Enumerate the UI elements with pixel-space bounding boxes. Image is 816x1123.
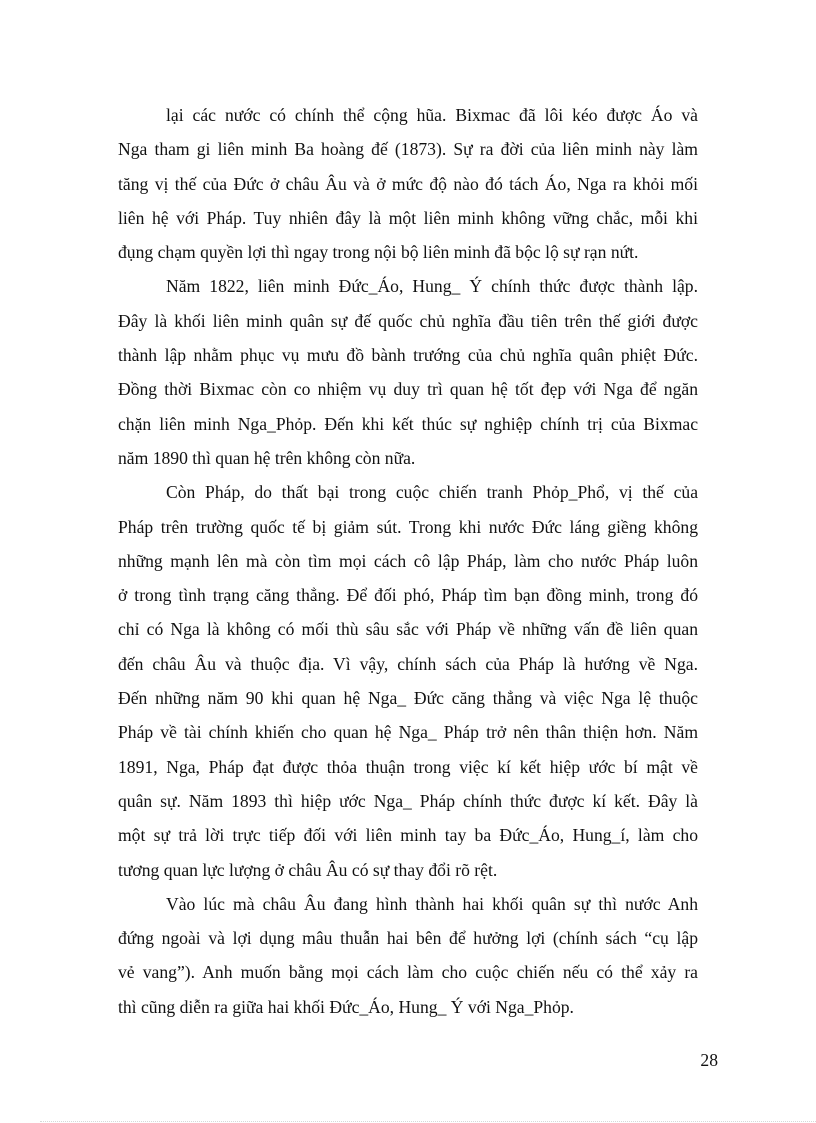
text-line: 1891, Nga, Pháp đạt được thỏa thuận trong việc kí kết hiệp ước bí mật về <box>118 756 698 777</box>
text-line: vẻ vang”). Anh muốn bằng mọi cách làm cho cuộc chiến nếu có thể xảy ra <box>118 962 698 983</box>
text-line: đến châu Âu và thuộc địa. Vì vậy, chính sách của Pháp là hướng về Nga. <box>118 653 698 674</box>
text-line: Vào lúc mà châu Âu đang hình thành hai khối quân sự thì nước Anh <box>166 893 698 914</box>
page-number: 28 <box>700 1050 718 1070</box>
text-line: năm 1890 thì quan hệ trên không còn nữa. <box>118 447 416 468</box>
text-line: thành lập nhằm phục vụ mưu đồ bành trướng của chủ nghĩa quân phiệt Đức. <box>118 345 698 366</box>
text-line: Nga tham gi liên minh Ba hoàng đế (1873). Sự ra đời của liên minh này làm <box>118 139 698 160</box>
text-line: ở trong tình trạng căng thẳng. Để đối phó, Pháp tìm bạn đồng minh, trong đó <box>118 585 698 606</box>
text-line: đứng ngoài và lợi dụng mâu thuẫn hai bên để hưởng lợi (chính sách “cụ lập <box>118 928 698 949</box>
text-line: Đồng thời Bixmac còn co nhiệm vụ duy trì quan hệ tốt đẹp với Nga để ngăn <box>118 379 698 400</box>
text-line: Pháp về tài chính khiến cho quan hệ Nga_ Pháp trở nên thân thiện hơn. Năm <box>118 722 698 743</box>
text-line: đụng chạm quyền lợi thì ngay trong nội bộ liên minh đã bộc lộ sự rạn nứt. <box>118 242 639 263</box>
text-line: lại các nước có chính thể cộng hũa. Bixmac đã lôi kéo được Áo và <box>166 105 698 125</box>
text-line: tăng vị thế của Đức ở châu Âu và ở mức độ nào đó tách Áo, Nga ra khỏi mối <box>118 173 698 194</box>
text-line: Đây là khối liên minh quân sự đế quốc chủ nghĩa đầu tiên trên thế giới được <box>118 310 698 331</box>
text-line: một sự trả lời trực tiếp đối với liên minh tay ba Đức_Áo, Hung_í, làm cho <box>118 825 698 846</box>
text-line: liên hệ với Pháp. Tuy nhiên đây là một liên minh không vững chắc, mỗi khi <box>118 207 698 228</box>
text-line: Còn Pháp, do thất bại trong cuộc chiến tranh Phỏp_Phổ, vị thế của <box>166 482 698 503</box>
text-line: những mạnh lên mà còn tìm mọi cách cô lập Pháp, làm cho nước Pháp luôn <box>118 550 698 571</box>
text-line: tương quan lực lượng ở châu Âu có sự thay đổi rõ rệt. <box>118 859 498 880</box>
page-bottom-edge <box>40 1121 816 1122</box>
text-line: chặn liên minh Nga_Phỏp. Đến khi kết thúc sự nghiệp chính trị của Bixmac <box>118 413 698 434</box>
text-line: Pháp trên trường quốc tế bị giảm sút. Trong khi nước Đức láng giềng không <box>118 516 698 537</box>
text-line: chỉ có Nga là không có mối thù sâu sắc với Pháp về những vấn đề liên quan <box>118 619 698 640</box>
text-line: Năm 1822, liên minh Đức_Áo, Hung_ Ý chính thức được thành lập. <box>166 276 698 297</box>
body-text <box>118 98 698 1024</box>
text-line: thì cũng diễn ra giữa hai khối Đức_Áo, Hung_ Ý với Nga_Phỏp. <box>118 996 574 1017</box>
text-line: Đến những năm 90 khi quan hệ Nga_ Đức căng thẳng và việc Nga lệ thuộc <box>118 688 698 709</box>
text-line: quân sự. Năm 1893 thì hiệp ước Nga_ Pháp chính thức được kí kết. Đây là <box>118 790 698 811</box>
